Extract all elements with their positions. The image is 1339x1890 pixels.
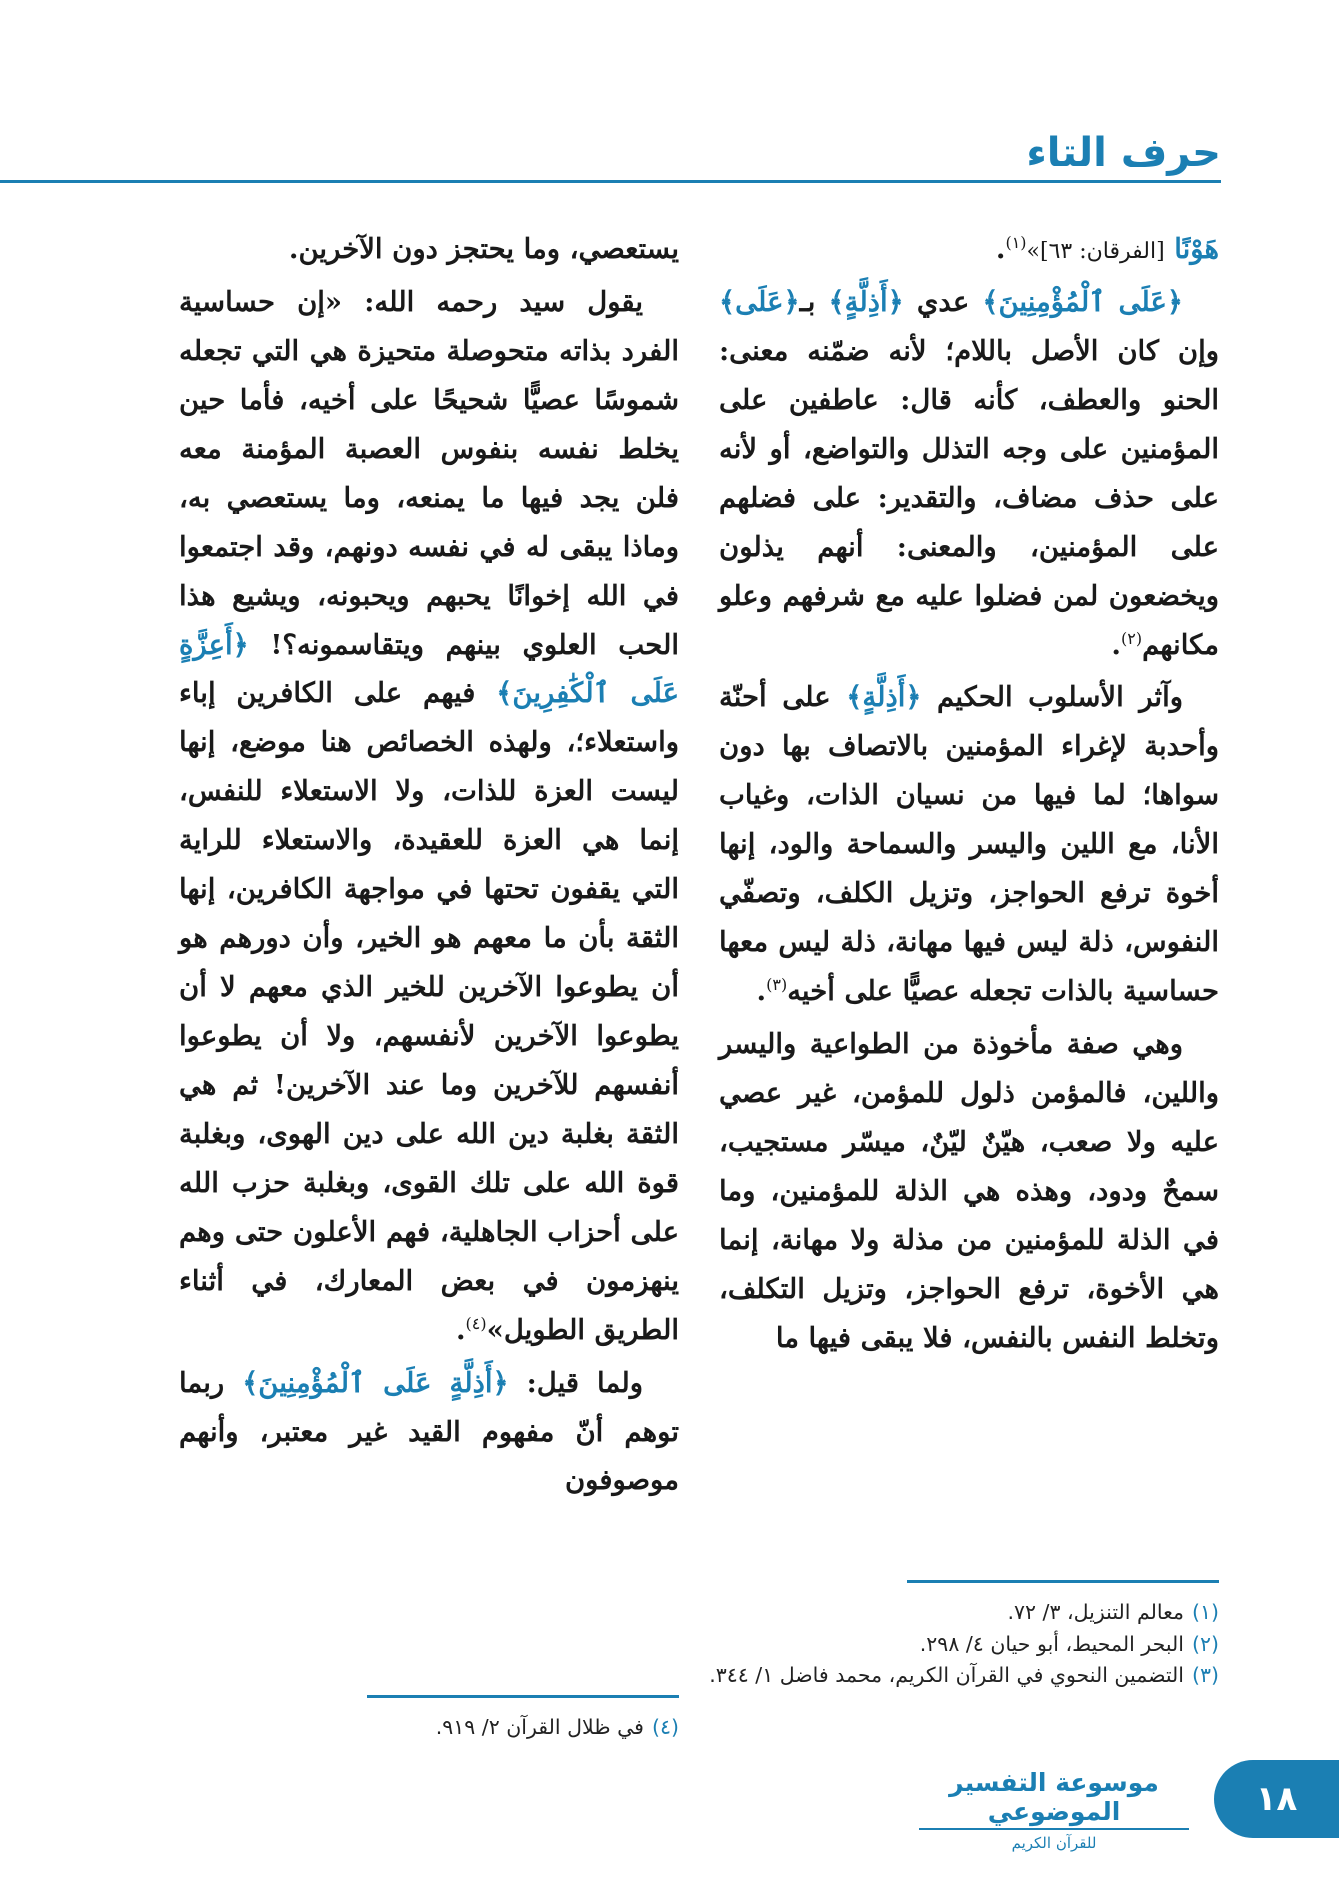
footnote-text: البحر المحيط، أبو حيان ٤/ ٢٩٨. [919, 1631, 1184, 1656]
footnote-divider [907, 1580, 1219, 1583]
paragraph: يقول سيد رحمه الله: «إن حساسية الفرد بذاته متحوصلة متحيزة هي التي تجعله شموسًا عصيًّا شحيحًا على أخيه، فأما حين يخلط نفسه بنفوس العصبة المؤمنة معه فلن يجد فيها ما يمنعه، وما يستعصي به، وماذا يبقى له في نفسه دونهم، وقد اجتمعوا في الله إخوانًا يحبهم ويحبونه، ويشيع هذا الحب العلوي بينهم ويتقاسمونه؟! ﴿أَعِزَّةٍ عَلَى ٱلْكَٰفِرِينَ﴾ فيهم على الكافرين إباء واستعلاء؛، ولهذه الخصائص هنا موضع، إنها ليست العزة للذات، ولا الاستعلاء للنفس، إنما هي العزة للعقيدة، والاستعلاء للراية التي يقفون تحتها في مواجهة الكافرين، إنها الثقة بأن ما معهم هو الخير، وأن دورهم هو أن يطوعوا الآخرين للخير الذي معهم لا أن يطوعوا الآخرين لأنفسهم، ولا أن يطوعوا أنفسهم للآخرين وما عند الآخرين! ثم هي الثقة بغلبة دين الله على دين الهوى، وبغلبة قوة الله على تلك القوى، وبغلبة حزب الله على أحزاب الجاهلية، فهم الأعلون حتى وهم ينهزمون في بعض المعارك، في أثناء الطريق الطويل»$^{(٤)}$. [179, 285, 679, 1346]
paragraph: وآثر الأسلوب الحكيم ﴿أَذِلَّةٍ﴾ على أحنّة وأحدبة لإغراء المؤمنين بالاتصاف بها دون سواها؛ لما فيها من نسيان الذات، وغياب الأنا، مع اللين واليسر والسماحة والود، إنها أخوة ترفع الحواجز، وتزيل الكلف، وتصفّي النفوس، ذلة ليس فيها مهانة، ذلة ليس معها حساسية بالذات تجعله عصيًّا على أخيه$^{(٣)}$. [719, 681, 1219, 1008]
paragraph-text: فيهم على الكافرين إباء واستعلاء؛، ولهذه الخصائص هنا موضع، إنها ليست العزة للذات، ولا الاستعلاء للنفس، إنما هي العزة للعقيدة، والاستعلاء للراية التي يقفون تحتها في مواجهة الكافرين، إنها الثقة بأن ما معهم هو الخير، وأن دورهم هو أن يطوعوا الآخرين للخير الذي معهم لا أن يطوعوا الآخرين لأنفسهم، ولا أن يطوعوا أنفسهم للآخرين وما عند الآخرين! ثم هي الثقة بغلبة دين الله على دين الهوى، وبغلبة قوة الله على تلك القوى، وبغلبة حزب الله على أحزاب الجاهلية، فهم الأعلون حتى وهم ينهزمون في بعض المعارك، في أثناء الطريق الطويل» [179, 677, 679, 1346]
footnote [179, 1713, 679, 1743]
paragraph-text: عدي [903, 285, 983, 318]
quran-quote: ﴿أَذِلَّةٍ عَلَى ٱلْمُؤْمِنِينَ﴾ [242, 1366, 509, 1399]
logo-title: موسوعة التفسير الموضوعي [919, 1768, 1189, 1830]
paragraph-text: وهي صفة مأخوذة من الطواعية واليسر واللين، فالمؤمن ذلول للمؤمن، غير عصي عليه ولا صعب، هيّنٌ ليّنٌ، ميسّر مستجيب، سمحٌ ودود، وهذه هي الذلة للمؤمنين، وما في الذلة للمؤمنين من مذلة ولا مهانة، إنما هي الأخوة، ترفع الحواجز، وتزيل التكلف، وتخلط النفس بالنفس، فلا يبقى فيها ما [719, 1028, 1219, 1354]
paragraph-text: يستعصي، وما يحتجز دون الآخرين. [288, 233, 679, 265]
paragraph-text: ربما توهم أنّ مفهوم القيد غير معتبر، وأنهم موصوفون [179, 1366, 679, 1497]
quran-quote: ﴿عَلَى ٱلْمُؤْمِنِينَ﴾ [982, 285, 1183, 318]
footnote-text: التضمين النحوي في القرآن الكريم، محمد فاضل ١/ ٣٤٤. [709, 1663, 1184, 1688]
footnote-divider [367, 1695, 679, 1698]
footnote-number: (٤) [651, 1715, 679, 1739]
paragraph: هَوْنًا [الفرقان: ٦٣]»$^{(١)}$. [995, 232, 1219, 265]
footnote-marker: (٤) [465, 1313, 487, 1333]
left-text-column [179, 225, 679, 1509]
paragraph: ﴿عَلَى ٱلْمُؤْمِنِينَ﴾ عدي ﴿أَذِلَّةٍ﴾ بـ﴿عَلَى﴾ وإن كان الأصل باللام؛ لأنه ضمّنه معنى: الحنو والعطف، كأنه قال: عاطفين على المؤمنين على وجه التذلل والتواضع، أو لأنه على حذف مضاف، والتقدير: على فضلهم على المؤمنين، والمعنى: أنهم يذلون ويخضعون لمن فضلوا عليه مع شرفهم وعلو مكانهم$^{(٢)}$. [719, 285, 1219, 661]
footnote-text: معالم التنزيل، ٣/ ٧٢. [1007, 1600, 1184, 1624]
logo-subtitle: للقرآن الكريم [1011, 1834, 1097, 1852]
page-number-tab: ١٨ [1214, 1760, 1339, 1838]
paragraph-text: وإن كان الأصل باللام؛ لأنه ضمّنه معنى: الحنو والعطف، كأنه قال: عاطفين على المؤمنين على وجه التذلل والتواضع، أو لأنه على حذف مضاف، والتقدير: على فضلهم على المؤمنين، والمعنى: أنهم يذلون ويخضعون لمن فضلوا عليه مع شرفهم وعلو مكانهم [719, 334, 1219, 661]
paragraph-text: ولما قيل: [508, 1366, 643, 1399]
paragraph-text: بـ [799, 285, 829, 318]
paragraph-text: على أحنّة وأحدبة لإغراء المؤمنين بالاتصاف بها دون سواها؛ لما فيها من نسيان الذات، وغياب الأنا، مع اللين واليسر والسماحة والود، إنها أخوة ترفع الحواجز، وتزيل الكلف، وتصفّي النفوس، ذلة ليس فيها مهانة، ذلة ليس معها حساسية بالذات تجعله عصيًّا على أخيه [719, 681, 1219, 1008]
quran-quote: هَوْنًا [1174, 233, 1219, 265]
footnote-marker: (١) [1005, 232, 1027, 252]
quran-quote: ﴿أَذِلَّةٍ﴾ [828, 285, 904, 318]
encyclopedia-logo [919, 1768, 1189, 1852]
footnote [699, 1598, 1219, 1628]
quran-quote: ﴿أَعِزَّةٍ عَلَى ٱلْكَٰفِرِينَ﴾ [179, 628, 679, 710]
footnote [699, 1661, 1219, 1691]
right-text-column [719, 225, 1219, 1367]
footnotes-left [179, 1713, 679, 1745]
paragraph [179, 1359, 679, 1506]
paragraph [719, 1020, 1219, 1363]
paragraph [179, 225, 679, 274]
quran-quote: ﴿أَذِلَّةٍ﴾ [846, 681, 922, 714]
paragraph-text: يقول سيد رحمه الله: «إن حساسية الفرد بذاته متحوصلة متحيزة هي التي تجعله شموسًا عصيًّا شحيحًا على أخيه، فأما حين يخلط نفسه بنفوس العصبة المؤمنة معه فلن يجد فيها ما يمنعه، وما يستعصي به، وماذا يبقى له في نفسه دونهم، وقد اجتمعوا في الله إخوانًا يحبهم ويحبونه، ويشيع هذا الحب العلوي بينهم ويتقاسمونه؟! [179, 285, 679, 661]
quran-quote: ﴿عَلَى﴾ [719, 285, 800, 318]
footnote-number: (١) [1191, 1600, 1219, 1624]
paragraph-text: وآثر الأسلوب الحكيم [921, 681, 1184, 714]
surah-reference: [الفرقان: ٦٣]» [1026, 239, 1165, 264]
footnote-text: في ظلال القرآن ٢/ ٩١٩. [435, 1715, 644, 1739]
footnote-number: (٢) [1191, 1631, 1219, 1656]
page-header-title: حرف التاء [1026, 130, 1221, 176]
header-divider [0, 180, 1221, 183]
footnote-marker: (٢) [1120, 628, 1143, 648]
footnotes-right [699, 1598, 1219, 1693]
footnote-marker: (٣) [766, 974, 788, 994]
footnote [699, 1630, 1219, 1660]
footnote-number: (٣) [1191, 1663, 1219, 1688]
